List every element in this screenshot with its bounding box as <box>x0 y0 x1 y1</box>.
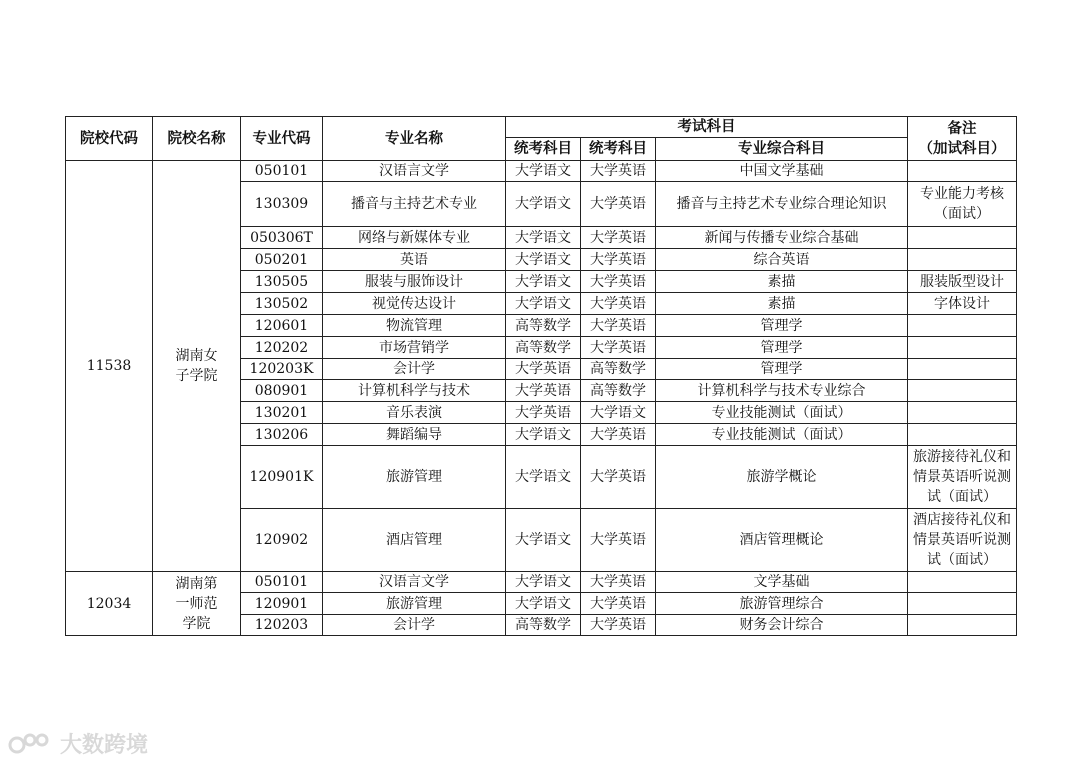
table-row <box>66 161 1017 182</box>
major-name-cell: 汉语言文学 <box>323 161 506 182</box>
unified-1-cell: 大学语文 <box>506 227 581 249</box>
major-code-cell: 080901 <box>241 380 323 402</box>
unified-1-cell: 大学语文 <box>506 446 581 509</box>
unified-2-cell: 大学英语 <box>581 249 656 271</box>
header-school-name: 院校名称 <box>153 117 241 161</box>
major-name-cell: 会计学 <box>323 359 506 380</box>
comprehensive-cell: 计算机科学与技术专业综合 <box>656 380 908 402</box>
unified-2-cell: 高等数学 <box>581 359 656 380</box>
comprehensive-cell: 专业技能测试（面试） <box>656 424 908 446</box>
comprehensive-cell: 文学基础 <box>656 572 908 593</box>
header-unified-1: 统考科目 <box>506 138 581 161</box>
unified-2-cell: 大学英语 <box>581 572 656 593</box>
comprehensive-cell: 旅游学概论 <box>656 446 908 509</box>
comprehensive-cell: 管理学 <box>656 337 908 359</box>
remark-cell <box>908 249 1017 271</box>
major-name-cell: 音乐表演 <box>323 402 506 424</box>
unified-1-cell: 大学英语 <box>506 402 581 424</box>
unified-2-cell: 大学英语 <box>581 271 656 293</box>
comprehensive-cell: 综合英语 <box>656 249 908 271</box>
comprehensive-cell: 素描 <box>656 293 908 315</box>
unified-2-cell: 大学英语 <box>581 161 656 182</box>
major-code-cell: 050306T <box>241 227 323 249</box>
unified-1-cell: 大学语文 <box>506 182 581 227</box>
major-code-cell: 120902 <box>241 509 323 572</box>
comprehensive-cell: 管理学 <box>656 359 908 380</box>
header-remarks-line1: 备注 <box>947 119 977 137</box>
unified-2-cell: 大学英语 <box>581 424 656 446</box>
unified-1-cell: 高等数学 <box>506 337 581 359</box>
major-name-cell: 播音与主持艺术专业 <box>323 182 506 227</box>
header-remarks-line2: （加试科目） <box>918 139 1006 157</box>
header-exam-subjects: 考试科目 <box>506 117 908 138</box>
major-code-cell: 120202 <box>241 337 323 359</box>
major-name-cell: 旅游管理 <box>323 593 506 615</box>
comprehensive-cell: 酒店管理概论 <box>656 509 908 572</box>
remark-cell <box>908 424 1017 446</box>
remark-cell <box>908 337 1017 359</box>
major-name-cell: 汉语言文学 <box>323 572 506 593</box>
major-name-cell: 旅游管理 <box>323 446 506 509</box>
major-name-cell: 会计学 <box>323 615 506 636</box>
unified-2-cell: 大学英语 <box>581 182 656 227</box>
remark-cell <box>908 380 1017 402</box>
remark-cell: 专业能力考核（面试） <box>908 182 1017 227</box>
unified-2-cell: 大学英语 <box>581 227 656 249</box>
school-name-cell: 湖南第一师范学院 <box>153 572 241 636</box>
unified-1-cell: 大学语文 <box>506 161 581 182</box>
remark-cell <box>908 315 1017 337</box>
major-code-cell: 120203K <box>241 359 323 380</box>
unified-2-cell: 大学英语 <box>581 509 656 572</box>
remark-cell <box>908 572 1017 593</box>
comprehensive-cell: 播音与主持艺术专业综合理论知识 <box>656 182 908 227</box>
header-major-name: 专业名称 <box>323 117 506 161</box>
major-code-cell: 120901 <box>241 593 323 615</box>
major-name-cell: 市场营销学 <box>323 337 506 359</box>
admission-table <box>65 116 1017 636</box>
remark-cell <box>908 359 1017 380</box>
header-comprehensive: 专业综合科目 <box>656 138 908 161</box>
unified-1-cell: 大学英语 <box>506 359 581 380</box>
remark-cell <box>908 161 1017 182</box>
major-code-cell: 130502 <box>241 293 323 315</box>
unified-2-cell: 大学英语 <box>581 615 656 636</box>
comprehensive-cell: 旅游管理综合 <box>656 593 908 615</box>
unified-1-cell: 大学语文 <box>506 293 581 315</box>
major-name-cell: 计算机科学与技术 <box>323 380 506 402</box>
major-code-cell: 130201 <box>241 402 323 424</box>
major-name-cell: 英语 <box>323 249 506 271</box>
remark-cell: 酒店接待礼仪和情景英语听说测试（面试） <box>908 509 1017 572</box>
remark-cell <box>908 593 1017 615</box>
unified-2-cell: 大学英语 <box>581 337 656 359</box>
school-name-cell: 湖南女子学院 <box>153 161 241 572</box>
major-code-cell: 050101 <box>241 161 323 182</box>
major-code-cell: 120901K <box>241 446 323 509</box>
school-code-cell: 12034 <box>66 572 153 636</box>
major-code-cell: 130206 <box>241 424 323 446</box>
unified-2-cell: 大学语文 <box>581 402 656 424</box>
remark-cell: 服装版型设计 <box>908 271 1017 293</box>
major-name-cell: 视觉传达设计 <box>323 293 506 315</box>
major-code-cell: 130505 <box>241 271 323 293</box>
comprehensive-cell: 财务会计综合 <box>656 615 908 636</box>
school-code-cell: 11538 <box>66 161 153 572</box>
unified-1-cell: 高等数学 <box>506 315 581 337</box>
unified-1-cell: 大学语文 <box>506 271 581 293</box>
major-name-cell: 物流管理 <box>323 315 506 337</box>
unified-2-cell: 大学英语 <box>581 446 656 509</box>
remark-cell: 旅游接待礼仪和情景英语听说测试（面试） <box>908 446 1017 509</box>
unified-1-cell: 大学语文 <box>506 424 581 446</box>
comprehensive-cell: 中国文学基础 <box>656 161 908 182</box>
watermark-text: 大数跨境 <box>60 733 149 758</box>
major-code-cell: 120203 <box>241 615 323 636</box>
comprehensive-cell: 专业技能测试（面试） <box>656 402 908 424</box>
watermark <box>8 728 148 759</box>
remark-cell <box>908 615 1017 636</box>
unified-1-cell: 高等数学 <box>506 615 581 636</box>
header-remarks <box>908 117 1017 161</box>
watermark-logo-icon <box>8 731 56 757</box>
major-code-cell: 050101 <box>241 572 323 593</box>
major-name-cell: 酒店管理 <box>323 509 506 572</box>
header-major-code: 专业代码 <box>241 117 323 161</box>
comprehensive-cell: 素描 <box>656 271 908 293</box>
remark-cell: 字体设计 <box>908 293 1017 315</box>
header-school-code: 院校代码 <box>66 117 153 161</box>
remark-cell <box>908 227 1017 249</box>
unified-1-cell: 大学语文 <box>506 509 581 572</box>
major-name-cell: 网络与新媒体专业 <box>323 227 506 249</box>
unified-1-cell: 大学语文 <box>506 249 581 271</box>
unified-1-cell: 大学英语 <box>506 380 581 402</box>
comprehensive-cell: 管理学 <box>656 315 908 337</box>
major-code-cell: 050201 <box>241 249 323 271</box>
unified-2-cell: 大学英语 <box>581 315 656 337</box>
major-name-cell: 舞蹈编导 <box>323 424 506 446</box>
major-code-cell: 120601 <box>241 315 323 337</box>
remark-cell <box>908 402 1017 424</box>
comprehensive-cell: 新闻与传播专业综合基础 <box>656 227 908 249</box>
unified-2-cell: 大学英语 <box>581 593 656 615</box>
unified-1-cell: 大学语文 <box>506 572 581 593</box>
table-body <box>66 161 1017 636</box>
major-name-cell: 服装与服饰设计 <box>323 271 506 293</box>
unified-1-cell: 大学语文 <box>506 593 581 615</box>
unified-2-cell: 大学英语 <box>581 293 656 315</box>
header-unified-2: 统考科目 <box>581 138 656 161</box>
major-code-cell: 130309 <box>241 182 323 227</box>
unified-2-cell: 高等数学 <box>581 380 656 402</box>
table-row <box>66 572 1017 593</box>
